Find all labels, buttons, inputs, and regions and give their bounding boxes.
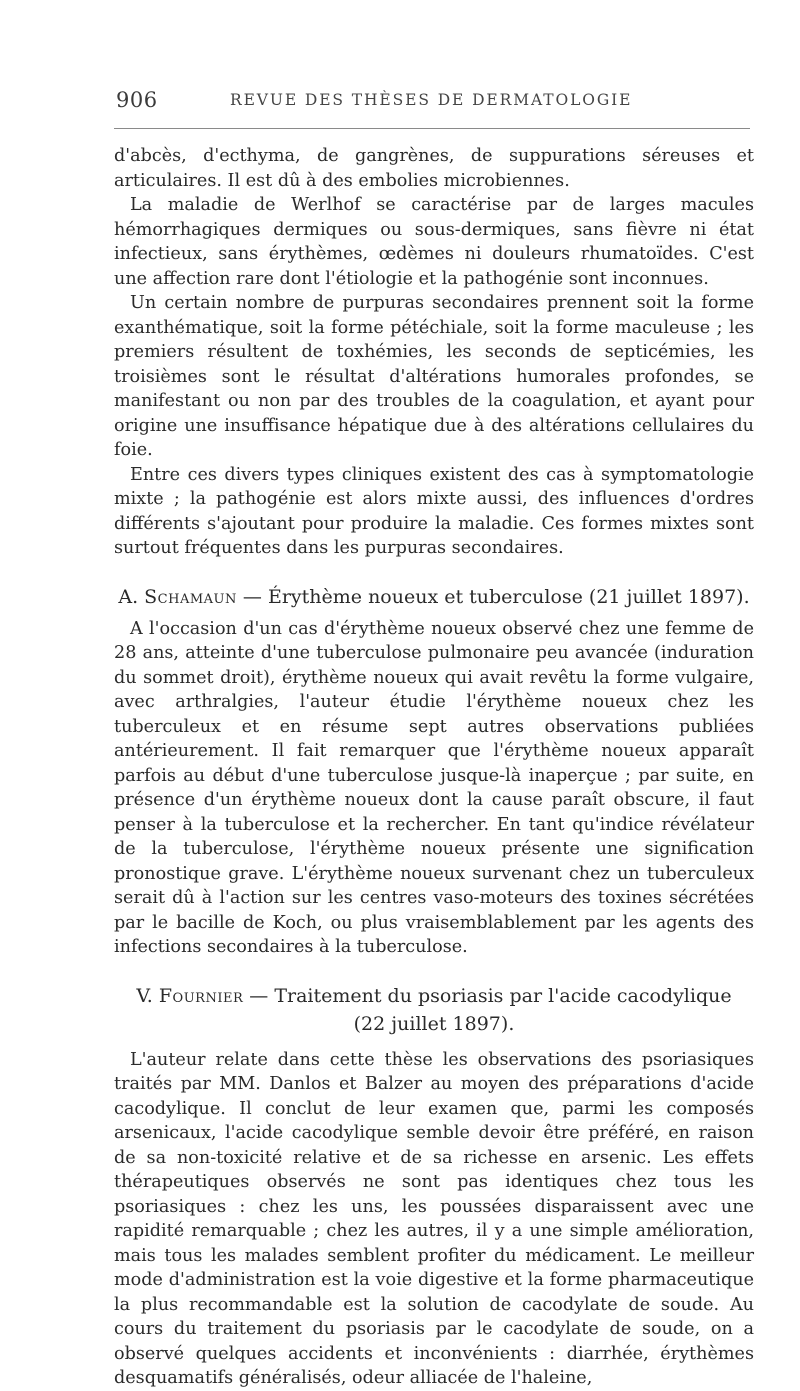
page-header — [116, 88, 752, 112]
author-name: Schamaun — [144, 585, 237, 608]
paragraph-purpuras-secondaires: Un certain nombre de purpuras secondaires prennent soit la forme exanthématique, soit la forme pétéchiale, soit la forme maculeuse ; les premiers résultent de toxhémies, les seconds de septicémies, les troisièmes sont le résultat d'altérations humorales profondes, se manifestant ou non par des troubles de la coagulation, et ayant pour origine une insuffisance hépatique due à des altérations cellulaires du foie. — [114, 293, 754, 460]
heading-dash: — — [242, 585, 262, 608]
author-name: Fournier — [158, 984, 244, 1007]
paragraph-werlhof: La maladie de Werlhof se caractérise par de larges macules hémorrhagiques dermiques ou sous-dermiques, sans fièvre ni état infectieux, sans érythèmes, œdèmes ni douleurs rhumatoïdes. C'est une affection rare dont l'étiologie et la pathogénie sont inconnues. — [114, 195, 754, 289]
body-text — [114, 144, 754, 1391]
paragraph-abces: d'abcès, d'ecthyma, de gangrènes, de suppurations séreuses et articulaires. Il est dû à des embolies microbiennes. — [114, 146, 754, 191]
section-heading-schamaun — [114, 583, 754, 611]
heading-dash: — — [249, 984, 269, 1007]
header-rule — [114, 128, 750, 129]
paragraph-types-mixtes: Entre ces divers types cliniques existent des cas à symptomatologie mixte ; la pathogénie est alors mixte aussi, des influences d'ordres différents s'ajoutant pour produire la maladie. Ces formes mixtes sont surtout fréquentes dans les purpuras secondaires. — [114, 464, 754, 558]
running-title: REVUE DES THÈSES DE DERMATOLOGIE — [230, 91, 633, 109]
author-initial: V. — [136, 984, 153, 1007]
paragraph-schamaun-abstract: A l'occasion d'un cas d'érythème noueux observé chez une femme de 28 ans, atteinte d'une tuberculose pulmonaire peu avancée (induration du sommet droit), érythème noueux qui avait revêtu la forme vulgaire, avec arthralgies, l'auteur étudie l'érythème noueux chez les tuberculeux et en résume sept autres observations publiées antérieurement. Il fait remarquer que l'érythème noueux apparaît parfois au début d'une tuberculose jusque-là inaperçue ; par suite, en présence d'un érythème noueux dont la cause paraît obscure, il faut penser à la tuberculose et la rechercher. En tant qu'indice révélateur de la tuberculose, l'érythème noueux présente une signification pronostique grave. L'érythème noueux survenant chez un tuberculeux serait dû à l'action sur les centres vaso-moteurs des toxines sécrétées par le bacille de Koch, ou plus vraisemblablement par les agents des infections secondaires à la tuberculose. — [114, 618, 754, 957]
thesis-title: Érythème noueux et tuberculose (21 juillet 1897). — [267, 585, 750, 608]
page-number: 906 — [116, 88, 158, 112]
section-heading-fournier — [114, 982, 754, 1038]
paragraph-fournier-abstract: L'auteur relate dans cette thèse les observations des psoriasiques traités par MM. Danlos et Balzer au moyen des préparations d'acide cacodylique. Il conclut de leur examen que, parmi les composés arsenicaux, l'acide cacodylique semble devoir être préféré, en raison de sa non-toxicité relative et de sa richesse en arsenic. Les effets thérapeutiques observés ne sont pas identiques chez tous les psoriasiques : chez les uns, les poussées disparaissent avec une rapidité remarquable ; chez les autres, il y a une simple amélioration, mais tous les malades semblent profiter du médicament. Le meilleur mode d'administration est la voie digestive et la forme pharmaceutique la plus recommandable est la solution de cacodylate de soude. Au cours du traitement du psoriasis par le cacodylate de soude, on a observé quelques accidents et inconvénients : diarrhée, érythèmes desquamatifs généralisés, odeur alliacée de l'haleine, — [114, 1049, 754, 1388]
thesis-title: Traitement du psoriasis par l'acide cacodylique — [274, 984, 732, 1007]
thesis-date: (22 juillet 1897). — [353, 1012, 515, 1035]
author-initial: A. — [118, 585, 139, 608]
